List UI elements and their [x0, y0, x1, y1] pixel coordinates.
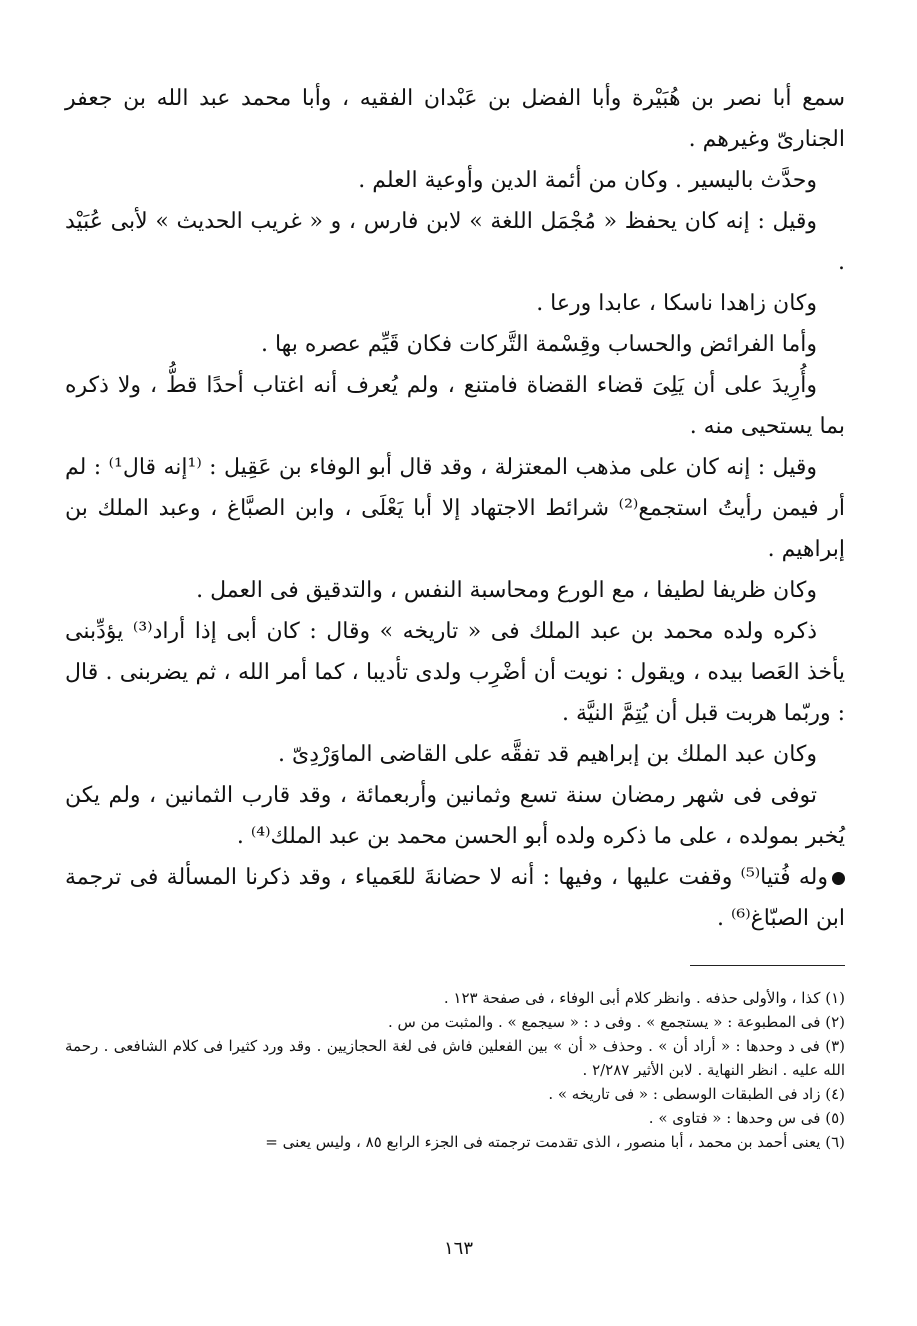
page-number: ١٦٣: [443, 1238, 473, 1259]
footnotes: [65, 986, 845, 1154]
paragraph-2: وحدَّث باليسير . وكان من أئمة الدين وأوعية العلم .: [358, 168, 817, 193]
footnote-6: (٦) يعنى أحمد بن محمد ، أبا منصور ، الذى تقدمت ترجمته فى الجزء الرابع ٨٥ ، وليس يعنى =: [265, 1133, 845, 1151]
paragraph-3: وقيل : إنه كان يحفظ « مُجْمَل اللغة » لابن فارس ، و « غريب الحديث » لأبى عُبَيْد .: [65, 209, 845, 275]
paragraph-12: [65, 857, 845, 939]
paragraph-10: وكان عبد الملك بن إبراهيم قد تفقَّه على القاضى الماوَرْدِىّ .: [278, 742, 817, 767]
paragraph-6: وأُرِيدَ على أن يَلِىَ قضاء القضاة فامتنع ، ولم يُعرف أنه اغتاب أحدًا قطُّ ، ولا ذكره بما يستحيى منه .: [65, 373, 845, 439]
bullet-marker-icon: [832, 872, 845, 885]
paragraph-11: توفى فى شهر رمضان سنة تسع وثمانين وأربعمائة ، وقد قارب الثمانين ، ولم يكن يُخبر بمولده ، على ما ذكره ولده أبو الحسن محمد بن عبد الملك⁽⁴⁾ .: [65, 783, 845, 849]
footnote-1: (١) كذا ، والأولى حذفه . وانظر كلام أبى الوفاء ، فى صفحة ١٢٣ .: [443, 989, 845, 1007]
footnote-5: (٥) فى س وحدها : « فتاوى » .: [648, 1109, 845, 1127]
footnote-4: (٤) زاد فى الطبقات الوسطى : « فى تاريخه » .: [548, 1085, 845, 1103]
main-text: [65, 78, 845, 939]
paragraph-1: سمع أبا نصر بن هُبَيْرة وأبا الفضل بن عَبْدان الفقيه ، وأبا محمد عبد الله بن جعفر الجنارىّ وغيرهم .: [65, 86, 845, 152]
paragraph-9: ذكره ولده محمد بن عبد الملك فى « تاريخه » وقال : كان أبى إذا أراد⁽³⁾ يؤدِّبنى يأخذ العَصا بيده ، ويقول : نويت أن أضْرِب ولدى تأديبا ، كما أمر الله ، ثم يضربنى . قال : وربّما هربت قبل أن يُتِمَّ النيَّة .: [65, 619, 845, 726]
paragraph-8: وكان ظريفا لطيفا ، مع الورع ومحاسبة النفس ، والتدقيق فى العمل .: [196, 578, 817, 603]
footnote-2: (٢) فى المطبوعة : « يستجمع » . وفى د : « سيجمع » . والمثبت من س .: [387, 1013, 845, 1031]
footnote-3: (٣) فى د وحدها : « أراد أن » . وحذف « أن » بين الفعلين فاش فى لغة الحجازيين . وقد ورد كثيرا فى كلام الشافعى . رحمة الله عليه . انظر النهاية . لابن الأثير ٢/٢٨٧ .: [65, 1037, 845, 1079]
paragraph-12-text: وله فُتيا⁽⁵⁾ وقفت عليها ، وفيها : أنه لا حضانةَ للعَمياء ، وقد ذكرنا المسألة فى ترجمة ابن الصبّاغ⁽⁶⁾ .: [65, 865, 845, 931]
paragraph-5: وأما الفرائض والحساب وقِسْمة التَّركات فكان قَيِّم عصره بها .: [260, 332, 817, 357]
paragraph-7: وقيل : إنه كان على مذهب المعتزلة ، وقد قال أبو الوفاء بن عَقِيل : ⁽¹إنه قال¹⁾ : لم أر فيمن رأيتُ استجمع⁽²⁾ شرائط الاجتهاد إلا أبا يَعْلَى ، وابن الصبَّاغ ، وعبد الملك بن إبراهيم .: [65, 455, 845, 562]
paragraph-4: وكان زاهدا ناسكا ، عابدا ورعا .: [536, 291, 817, 316]
footnote-separator: [690, 965, 845, 966]
